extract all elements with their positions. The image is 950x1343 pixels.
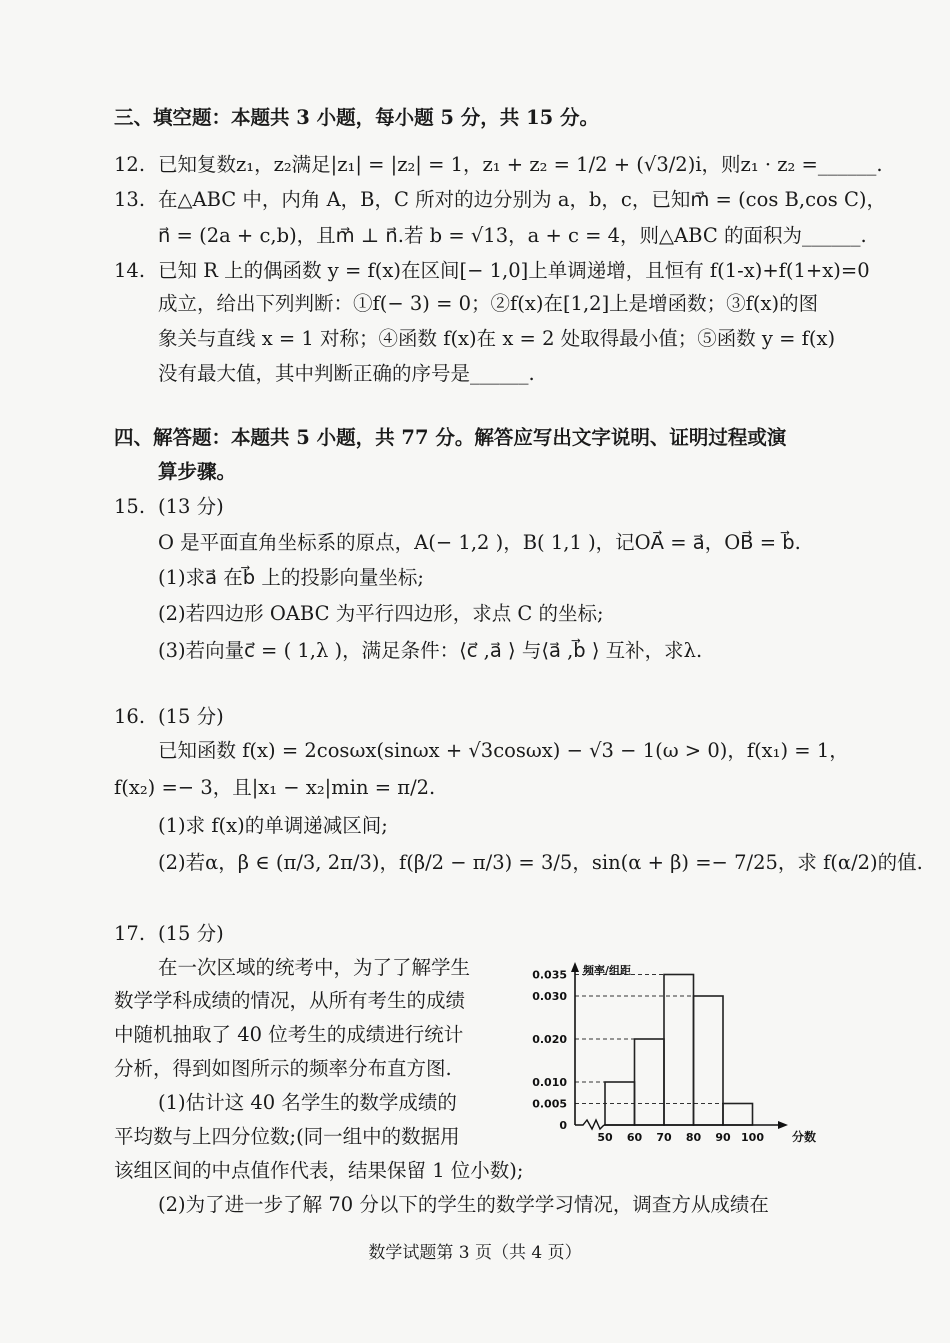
question-14-line2: 成立，给出下列判断：①f(− 3) = 0；②f(x)在[1,2]上是增函数；③f(x)的图 <box>158 292 819 315</box>
question-15-part3: (3)若向量c⃗ = ( 1,λ )，满足条件：⟨c⃗ ,a⃗ ⟩ 与⟨a⃗ ,b⃗ ⟩ 互补，求λ. <box>158 639 703 662</box>
x-tick-label: 60 <box>626 1131 643 1144</box>
question-16 <box>114 703 224 731</box>
question-17-line1: 在一次区域的统考中，为了了解学生 <box>158 956 471 979</box>
question-17-line4: 分析，得到如图所示的频率分布直方图. <box>114 1057 452 1080</box>
y-axis-arrow <box>571 962 579 972</box>
question-number: 13. <box>114 188 146 211</box>
section4-heading: 四、解答题：本题共 5 小题，共 77 分。解答应写出文字说明、证明过程或演 <box>114 426 787 449</box>
question-15-line1: O 是平面直角坐标系的原点，A(− 1,2 )，B( 1,1 )，记OA⃗ = a⃗，OB⃗ = b⃗. <box>158 531 801 554</box>
question-16-line1: 已知函数 f(x) = 2cosωx(sinωx + √3cosωx) − √3 − 1(ω > 0)，f(x₁) = 1， <box>158 739 849 762</box>
question-text: 已知 R 上的偶函数 y = f(x)在区间[− 1,0]上单调递增，且恒有 f(1-x)+f(1+x)=0 <box>158 259 870 282</box>
x-axis-arrow <box>778 1121 788 1129</box>
y-tick-label: 0.005 <box>532 1097 567 1111</box>
question-16-part2: (2)若α，β ∈ (π/3, 2π/3)，f(β/2 − π/3) = 3/5，sin(α + β) =− 7/25，求 f(α/2)的值. <box>158 851 923 874</box>
question-number: 14. <box>114 259 146 282</box>
histogram-bar <box>664 975 694 1126</box>
histogram-bar <box>635 1039 665 1125</box>
question-17-line6: 平均数与上四分位数;(同一组中的数据用 <box>114 1125 460 1148</box>
question-16-line2: f(x₂) =− 3，且|x₁ − x₂|min = π/2. <box>114 776 436 799</box>
question-13 <box>114 186 886 214</box>
question-14 <box>114 257 870 285</box>
x-tick-label: 50 <box>597 1131 613 1144</box>
histogram-bar <box>694 996 724 1125</box>
y-tick-label: 0.030 <box>532 990 567 1003</box>
x-tick-label: 100 <box>741 1131 764 1144</box>
x-axis-title: 分数 <box>792 1130 817 1144</box>
question-17 <box>114 920 224 948</box>
question-text: 已知复数z₁，z₂满足|z₁| = |z₂| = 1，z₁ + z₂ = 1/2 + (√3/2)i，则z₁ · z₂ =______. <box>158 153 883 176</box>
question-17-line2: 数学学科成绩的情况，从所有考生的成绩 <box>114 989 466 1012</box>
question-13-line2: n⃗ = (2a + c,b)，且m⃗ ⊥ n⃗.若 b = √13，a + c = 4，则△ABC 的面积为______. <box>158 224 867 247</box>
question-14-line3: 象关与直线 x = 1 对称；④函数 f(x)在 x = 2 处取得最小值；⑤函数 y = f(x) <box>158 327 836 350</box>
question-17-line7: 该组区间的中点值作代表，结果保留 1 位小数); <box>114 1159 524 1182</box>
x-tick-label: 80 <box>685 1131 702 1144</box>
x-tick-label: 70 <box>656 1131 672 1144</box>
question-16-part1: (1)求 f(x)的单调递减区间; <box>158 814 388 837</box>
question-15 <box>114 493 224 521</box>
frequency-histogram <box>520 958 820 1148</box>
question-17-line3: 中随机抽取了 40 位考生的成绩进行统计 <box>114 1023 464 1046</box>
section4-heading-line2: 算步骤。 <box>158 460 237 483</box>
histogram-bar <box>723 1104 753 1126</box>
question-score: (13 分) <box>158 495 224 518</box>
question-text: 在△ABC 中，内角 A，B，C 所对的边分别为 a，b，c，已知m⃗ = (cos B,cos C)， <box>158 188 886 211</box>
question-number: 17. <box>114 922 146 945</box>
y-axis-title: 频率/组距 <box>583 964 632 977</box>
question-score: (15 分) <box>158 705 224 728</box>
y-tick-label: 0.010 <box>532 1076 567 1089</box>
page-footer: 数学试题第 3 页（共 4 页） <box>368 1243 582 1263</box>
y-tick-label: 0.035 <box>532 968 567 982</box>
question-number: 16. <box>114 705 146 728</box>
question-score: (15 分) <box>158 922 224 945</box>
y-tick-label: 0.020 <box>532 1033 567 1046</box>
question-17-line5: (1)估计这 40 名学生的数学成绩的 <box>158 1091 457 1114</box>
question-15-part1: (1)求a⃗ 在b⃗ 上的投影向量坐标; <box>158 566 424 589</box>
x-tick-label: 90 <box>715 1131 731 1144</box>
origin-label: 0 <box>559 1119 567 1132</box>
section3-heading: 三、填空题：本题共 3 小题，每小题 5 分，共 15 分。 <box>114 106 600 129</box>
axis-break-zigzag <box>575 1120 604 1129</box>
question-14-line4: 没有最大值，其中判断正确的序号是______. <box>158 362 535 385</box>
question-17-line8: (2)为了进一步了解 70 分以下的学生的数学学习情况，调查方从成绩在 <box>158 1193 769 1216</box>
question-number: 12. <box>114 153 146 176</box>
question-15-part2: (2)若四边形 OABC 为平行四边形，求点 C 的坐标; <box>158 602 604 625</box>
question-12 <box>114 151 883 179</box>
question-number: 15. <box>114 495 146 518</box>
